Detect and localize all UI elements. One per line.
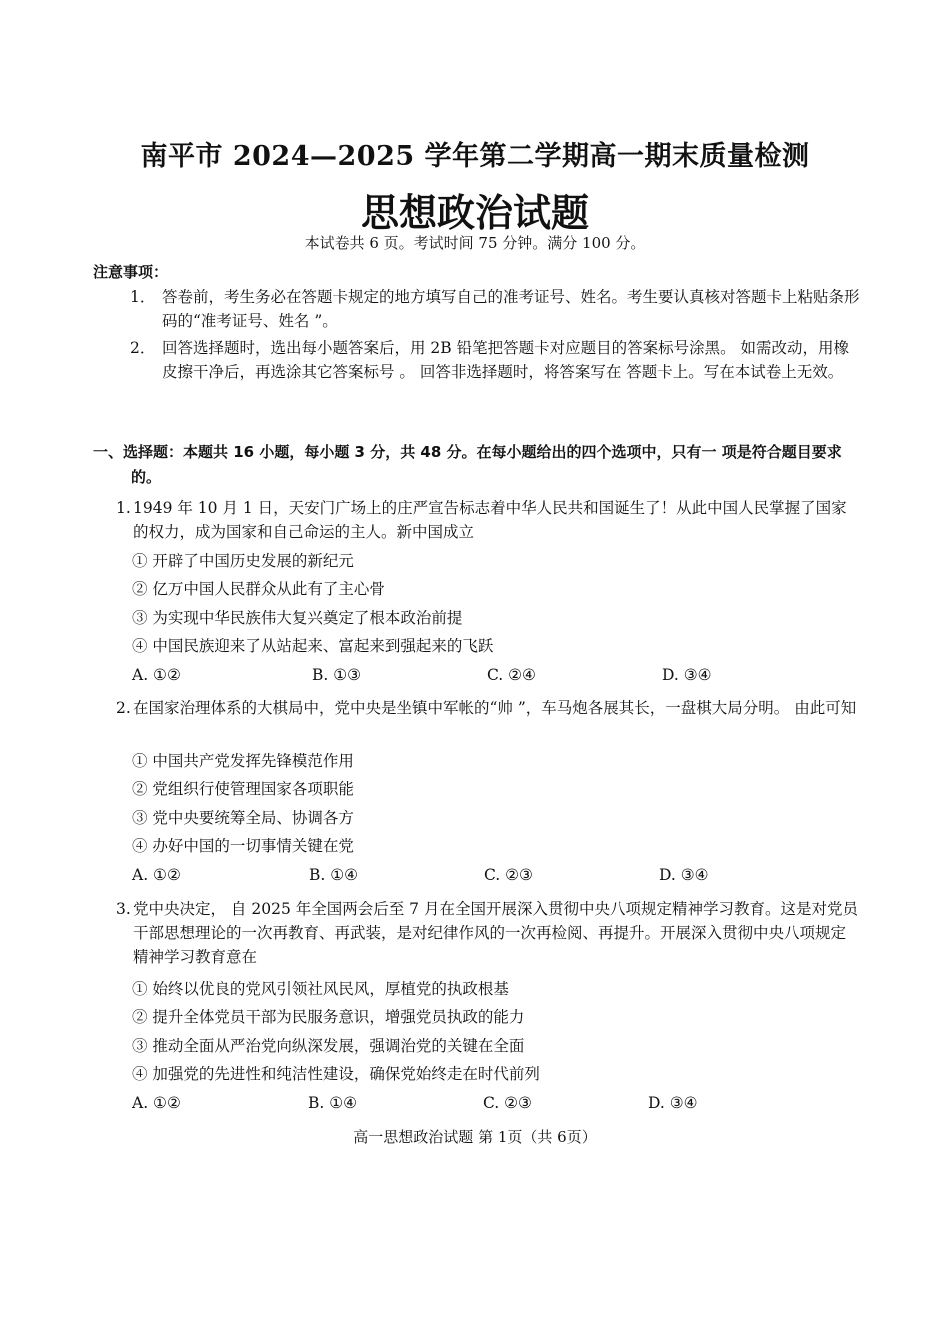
option-item: ③ 党中央要统筹全局、协调各方	[132, 809, 354, 827]
question-stem: 在国家治理体系的大棋局中，党中央是坐镇中军帐的“帅 ”，车马炮各展其长，一盘棋大局分明。 由此可知	[133, 699, 857, 717]
choice-b: B. ①③	[312, 666, 362, 684]
answer-choices	[132, 663, 832, 687]
option-item: ② 亿万中国人民群众从此有了主心骨	[132, 580, 385, 598]
note-number: 2．	[130, 339, 156, 357]
choice-a: A. ①②	[132, 1094, 181, 1112]
note-text: 答卷前，考生务必在答题卡规定的地方填写自己的准考证号、姓名。考生要认真核对答题卡上粘贴条形码的“准考证号、姓名 ”。	[162, 288, 860, 330]
choice-a: A. ①②	[132, 866, 181, 884]
choice-c: C. ②④	[487, 666, 536, 684]
question-2	[116, 696, 861, 720]
choice-c: C. ②③	[484, 866, 533, 884]
option-item: ③ 为实现中华民族伟大复兴奠定了根本政治前提	[132, 609, 463, 627]
option-item: ④ 办好中国的一切事情关键在党	[132, 837, 354, 855]
page-footer: 高一思想政治试题 第 1页（共 6页）	[353, 1128, 597, 1146]
option-item: ③ 推动全面从严治党向纵深发展，强调治党的关键在全面	[132, 1037, 525, 1055]
section-text: 一、选择题：本题共 16 小题，每小题 3 分，共 48 分。在每小题给出的四个选项中，只有一 项是符合题目要求的。	[93, 443, 842, 486]
option-item: ④ 中国民族迎来了从站起来、富起来到强起来的飞跃	[132, 637, 494, 655]
note-number: 1．	[130, 288, 156, 306]
question-number: 3.	[116, 900, 131, 918]
choice-c: C. ②③	[483, 1094, 532, 1112]
option-item: ① 开辟了中国历史发展的新纪元	[132, 552, 354, 570]
question-1	[116, 496, 861, 544]
choice-d: D. ③④	[648, 1094, 698, 1112]
exam-intro: 本试卷共 6 页。考试时间 75 分钟。满分 100 分。	[304, 234, 646, 252]
option-item: ② 提升全体党员干部为民服务意识，增强党员执政的能力	[132, 1008, 525, 1026]
section-heading	[93, 440, 853, 490]
choice-d: D. ③④	[659, 866, 709, 884]
note-item	[130, 285, 860, 333]
answer-choices	[132, 1091, 832, 1115]
choice-d: D. ③④	[662, 666, 712, 684]
option-item: ① 中国共产党发挥先锋模范作用	[132, 752, 354, 770]
choice-a: A. ①②	[132, 666, 181, 684]
option-item: ④ 加强党的先进性和纯洁性建设，确保党始终走在时代前列	[132, 1065, 540, 1083]
choice-b: B. ①④	[309, 866, 359, 884]
question-stem: 1949 年 10 月 1 日，天安门广场上的庄严宣告标志着中华人民共和国诞生了！从此中国人民掌握了国家的权力，成为国家和自己命运的主人。新中国成立	[133, 499, 847, 541]
note-text: 回答选择题时，选出每小题答案后，用 2B 铅笔把答题卡对应题目的答案标号涂黑。 如需改动，用橡皮擦干净后，再选涂其它答案标号 。 回答非选择题时，将答案写在 答题卡上。写在本试卷上无效。	[162, 339, 850, 381]
subject-title: 思想政治试题	[360, 190, 589, 235]
option-item: ② 党组织行使管理国家各项职能	[132, 780, 354, 798]
exam-title: 南平市 2024—2025 学年第二学期高一期末质量检测	[140, 141, 810, 172]
question-3	[116, 897, 861, 969]
note-item	[130, 336, 860, 384]
notes-heading: 注意事项：	[93, 263, 169, 281]
answer-choices	[132, 863, 832, 887]
choice-b: B. ①④	[308, 1094, 358, 1112]
question-number: 2.	[116, 699, 131, 717]
question-stem: 党中央决定， 自 2025 年全国两会后至 7 月在全国开展深入贯彻中央八项规定精神学习教育。这是对党员干部思想理论的一次再教育、再武装，是对纪律作风的一次再检阅、再提升。开展深入贯彻中央八项规定精神学习教育意在	[133, 900, 858, 966]
option-item: ① 始终以优良的党风引领社风民风，厚植党的执政根基	[132, 980, 509, 998]
question-number: 1.	[116, 499, 131, 517]
